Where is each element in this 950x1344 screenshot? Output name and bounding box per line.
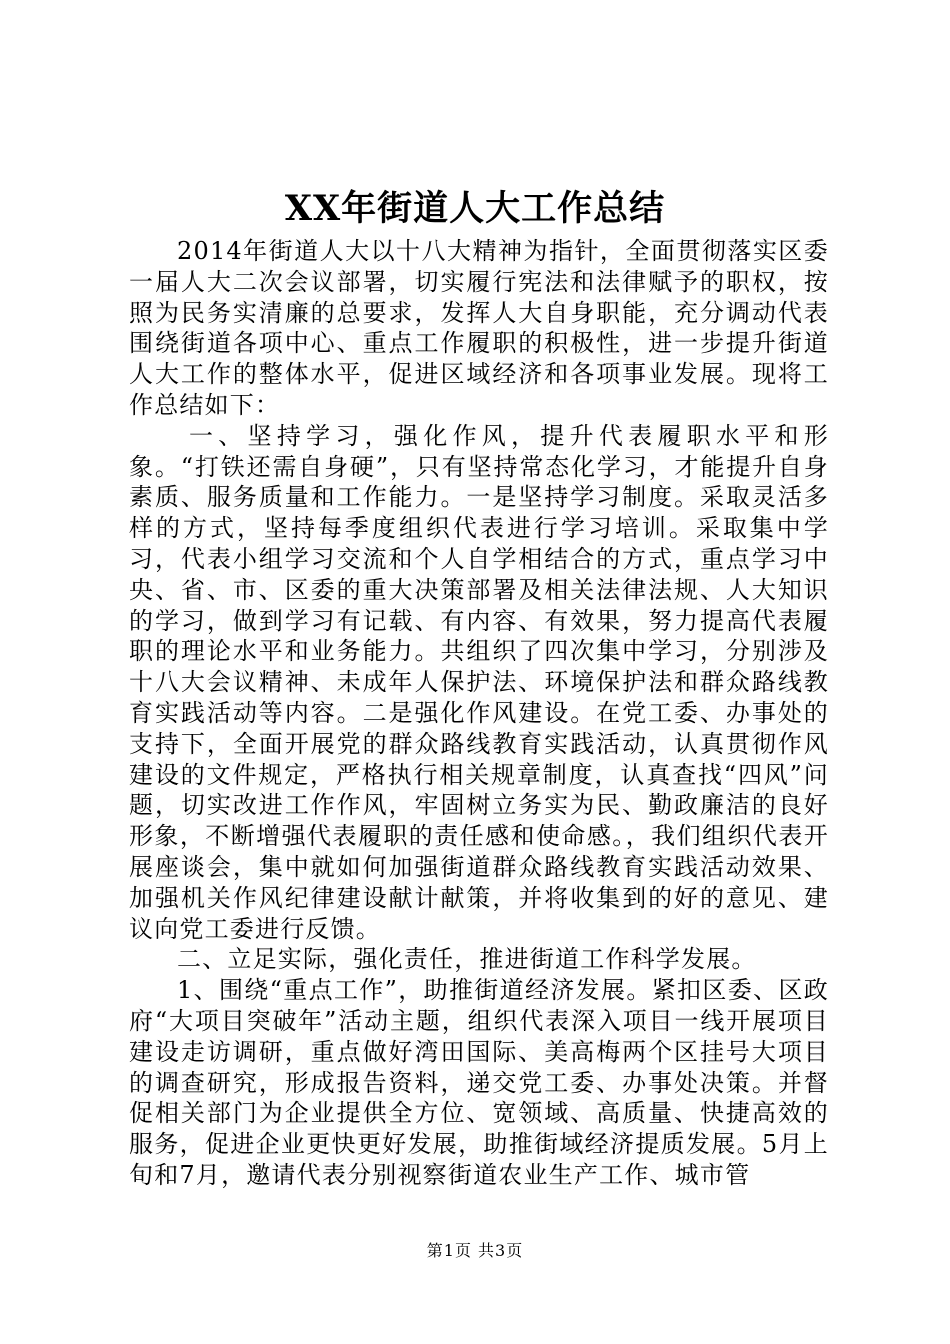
document-title: XX年街道人大工作总结	[284, 188, 666, 229]
document-body	[129, 236, 829, 1191]
page-number-footer: 第1页 共3页	[426, 1241, 524, 1260]
paragraph-section-two-item-one: 1、围绕“重点工作”，助推街道经济发展。紧扣区委、区政府“大项目突破年”活动主题，组织代表深入项目一线开展项目建设走访调研，重点做好湾田国际、美高梅两个区挂号大项目的调查研究，形成报告资料，递交党工委、办事处决策。并督促相关部门为企业提供全方位、宽领域、高质量、快捷高效的服务，促进企业更快更好发展，助推街域经济提质发展。5月上旬和7月，邀请代表分别视察街道农业生产工作、城市管	[129, 976, 829, 1189]
paragraph-section-two-heading: 二、立足实际，强化责任，推进街道工作科学发展。	[177, 945, 757, 974]
paragraph-intro: 2014年街道人大以十八大精神为指针，全面贯彻落实区委一届人大二次会议部署，切实履行宪法和法律赋予的职权，按照为民务实清廉的总要求，发挥人大自身职能，充分调动代表围绕街道各项中心、重点工作履职的积极性，进一步提升街道人大工作的整体水平，促进区域经济和各项事业发展。现将工作总结如下：	[129, 237, 829, 419]
paragraph-section-one: 一、坚持学习，强化作风，提升代表履职水平和形象。“打铁还需自身硬”，只有坚持常态化学习，才能提升自身素质、服务质量和工作能力。一是坚持学习制度。采取灵活多样的方式，坚持每季度组织代表进行学习培训。采取集中学习，代表小组学习交流和个人自学相结合的方式，重点学习中央、省、市、区委的重大决策部署及相关法律法规、人大知识的学习，做到学习有记载、有内容、有效果，努力提高代表履职的理论水平和业务能力。共组织了四次集中学习，分别涉及十八大会议精神、未成年人保护法、环境保护法和群众路线教育实践活动等内容。二是强化作风建设。在党工委、办事处的支持下，全面开展党的群众路线教育实践活动，认真贯彻作风建设的文件规定，严格执行相关规章制度，认真查找“四风”问题，切实改进工作作风，牢固树立务实为民、勤政廉洁的良好形象，不断增强代表履职的责任感和使命感。，我们组织代表开展座谈会，集中就如何加强街道群众路线教育实践活动效果、加强机关作风纪律建设献计献策，并将收集到的好的意见、建议向党工委进行反馈。	[129, 421, 829, 943]
